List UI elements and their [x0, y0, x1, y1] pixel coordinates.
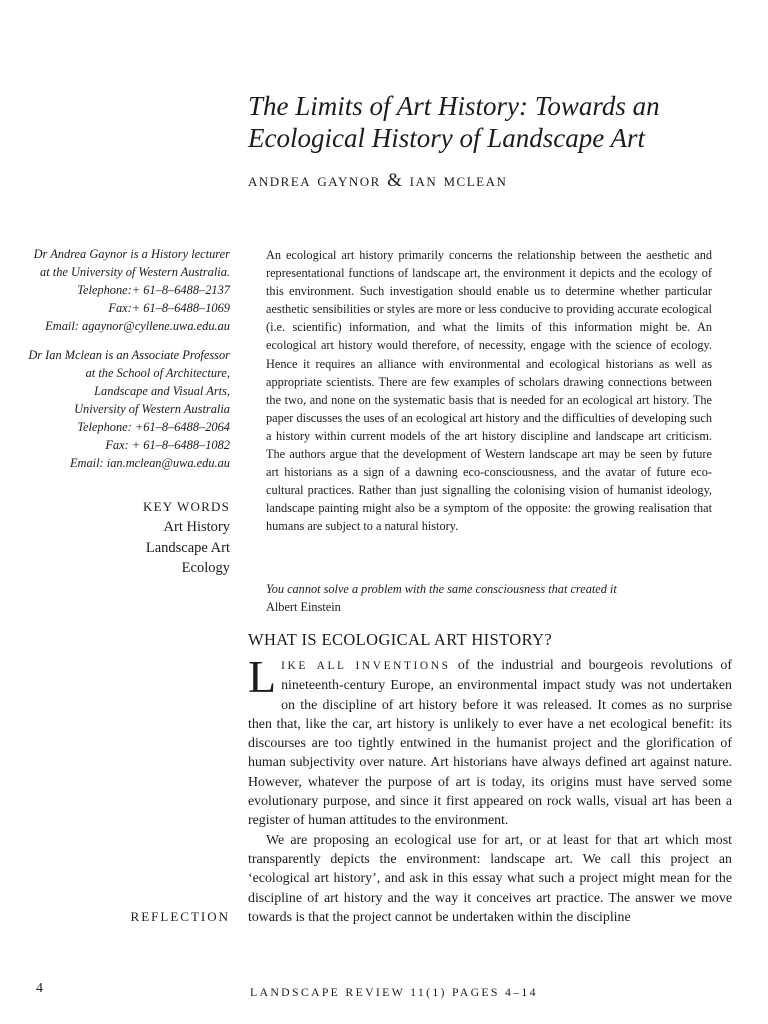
bio-line: Fax:+ 61–8–6488–1069	[108, 301, 230, 315]
drop-cap: L	[248, 651, 277, 702]
bio-line: Dr Ian Mclean is an Associate Professor	[28, 348, 230, 362]
keyword-item: Ecology	[181, 560, 230, 576]
body-text	[248, 651, 732, 927]
author-bio-gaynor	[20, 245, 230, 335]
paragraph: We are proposing an ecological use for art, or at least for that art which most transparently depicts the environment: landscape art. We call this project an ‘ecological art history’, and ask in this essay what such a project might mean for the discipline of art history and the way it conceives art practice. The answer we move towards is that the project cannot be undertaken within the discipline	[248, 832, 732, 925]
bio-line: Landscape and Visual Arts,	[94, 384, 230, 398]
bio-line: Telephone: +61–8–6488–2064	[77, 420, 230, 434]
epigraph-quote: You cannot solve a problem with the same consciousness that created it	[266, 582, 617, 596]
paragraph-text: of the industrial and bourgeois revolutions of nineteenth-century Europe, an environmental impact study was not undertaken on the discipline of art history before it was released. It comes as no surprise then that, like the car, art history is unlikely to ever have a net ecological benefit: its discourses are too tightly entwined in the humanist project and the glorification of human subjectivity over nature. Art historians have always defined art against nature. However, whatever the purpose of art is today, its origins must have served some evolutionary purpose, and since it first appeared on rock walls, visual art has been a register of human attitudes to the environment.	[248, 658, 732, 829]
bio-line: at the University of Western Australia.	[40, 265, 230, 279]
section-heading: WHAT IS ECOLOGICAL ART HISTORY?	[248, 630, 553, 649]
keywords-block	[20, 497, 230, 579]
author-bio-mclean	[20, 346, 230, 472]
keyword-item: Landscape Art	[145, 539, 230, 556]
page-number: 4	[36, 981, 43, 996]
abstract: An ecological art history primarily concerns the relationship between the aesthetic and representational functions of landscape art, the environment it depicts and the ecology of this environment. Such investigation should enable us to determine whether particular aesthetic sensibilities or styles are more or less conducive to providing accurate ecological (i.e. scientific) information, and what the limits of this information might be. An ecological art history would therefore, of necessity, engage with the science of ecology. Hence it requires an alliance with environmental and ecological historians as well as appropriate scientists. There are few examples of scholars drawing connections between the two, and none on the systematic basis that is needed for an ecological art history. The paper discusses the uses of an ecological art history and the difficulties of developing such a history within current models of the art history discipline and landscape art criticism. The authors argue that the development of Western landscape art may be seen by future art historians as a sign of a dawning eco-consciousness, and the avatar of future eco-cultural practices. Rather than just signalling the colonising vision of humanist ideology, landscape painting might also be a symptom of the opposite: the growing realisation that humans are subject to a natural history.	[266, 248, 712, 534]
bio-line: Email: ian.mclean@uwa.edu.au	[69, 456, 230, 470]
keyword-item: Art History	[163, 519, 230, 535]
bio-line: Email: agaynor@cyllene.uwa.edu.au	[45, 319, 230, 333]
lead-words: IKE ALL INVENTIONS	[281, 660, 451, 672]
article-title: The Limits of Art History: Towards an Ecological History of Landscape Art	[248, 91, 660, 153]
epigraph	[266, 580, 712, 616]
article-authors: andrea gaynor & ian mclean	[248, 170, 508, 191]
bio-line: Dr Andrea Gaynor is a History lecturer	[33, 247, 230, 261]
bio-line: at the School of Architecture,	[85, 366, 230, 380]
epigraph-attribution: Albert Einstein	[266, 600, 341, 614]
keywords-heading: KEY WORDS	[143, 499, 230, 514]
journal-footer: LANDSCAPE REVIEW 11(1) PAGES 4–14	[250, 985, 538, 999]
paragraph	[248, 651, 732, 831]
bio-line: Telephone:+ 61–8–6488–2137	[77, 283, 230, 297]
bio-line: Fax: + 61–8–6488–1082	[105, 438, 230, 452]
margin-label: REFLECTION	[130, 909, 230, 924]
bio-line: University of Western Australia	[74, 402, 230, 416]
